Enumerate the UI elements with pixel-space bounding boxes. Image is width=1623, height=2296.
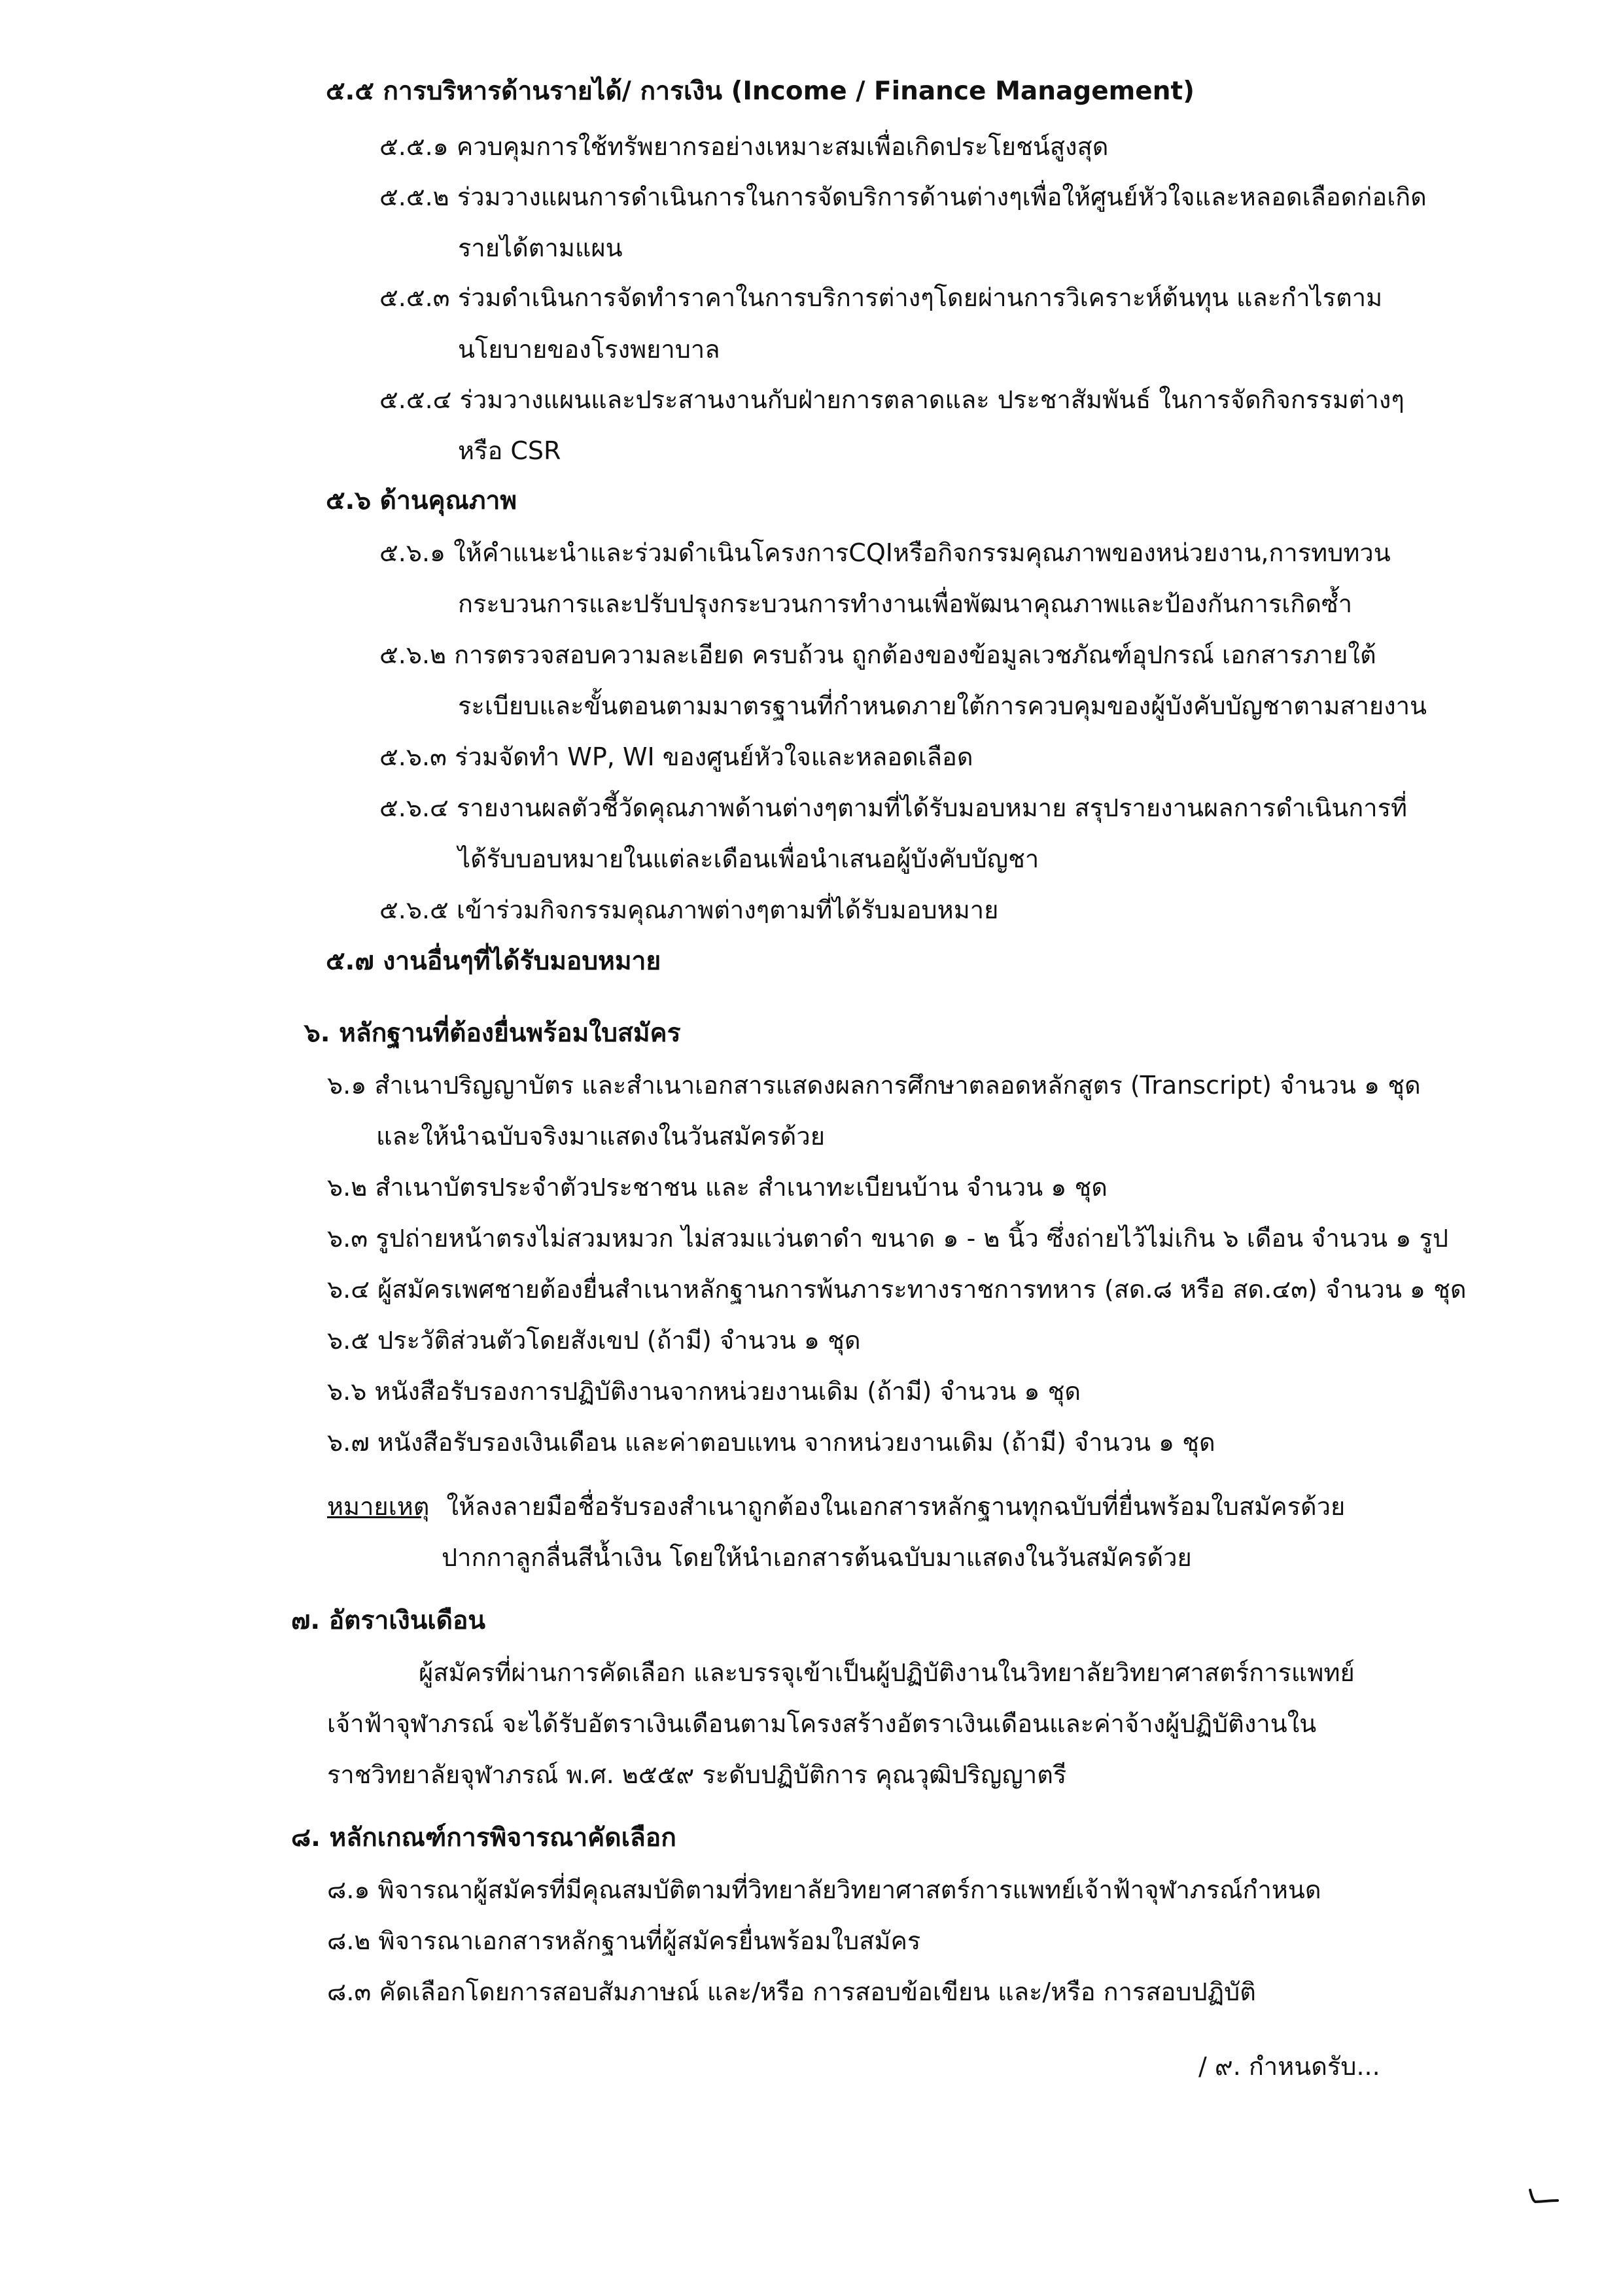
list-item: ๕.๕.๓ ร่วมดำเนินการจัดทำราคาในการบริการต่างๆโดยผ่านการวิเคราะห์ต้นทุน และกำไรตาม bbox=[379, 283, 1383, 312]
continued-footer: / ๙. กำหนดรับ... bbox=[1198, 2052, 1380, 2081]
list-item: ๘.๒ พิจารณาเอกสารหลักฐานที่ผู้สมัครยื่นพร้อมใบสมัคร bbox=[327, 1926, 921, 1955]
paragraph-line: เจ้าฟ้าจุฬาภรณ์ จะได้รับอัตราเงินเดือนตามโครงสร้างอัตราเงินเดือนและค่าจ้างผู้ปฏิบัติงานใน bbox=[327, 1709, 1317, 1738]
list-item: ๕.๕.๔ ร่วมวางแผนและประสานงานกับฝ่ายการตลาดและ ประชาสัมพันธ์ ในการจัดกิจกรรมต่างๆ bbox=[379, 385, 1405, 414]
note-line bbox=[327, 1494, 1345, 1519]
list-item: ๖.๕ ประวัติส่วนตัวโดยสังเขป (ถ้ามี) จำนวน ๑ ชุด bbox=[327, 1326, 861, 1355]
note-label: หมายเหตุ bbox=[327, 1492, 430, 1521]
list-item: ๕.๖.๓ ร่วมจัดทำ WP, WI ของศูนย์หัวใจและหลอดเลือด bbox=[379, 742, 973, 771]
note-text: ให้ลงลายมือชื่อรับรองสำเนาถูกต้องในเอกสารหลักฐานทุกฉบับที่ยื่นพร้อมใบสมัครด้วย bbox=[446, 1492, 1346, 1521]
paragraph-line: ผู้สมัครที่ผ่านการคัดเลือก และบรรจุเข้าเป็นผู้ปฏิบัติงานในวิทยาลัยวิทยาศาสตร์การแพทย์ bbox=[419, 1658, 1355, 1687]
list-item: ๕.๖.๔ รายงานผลตัวชี้วัดคุณภาพด้านต่างๆตามที่ได้รับมอบหมาย สรุปรายงานผลการดำเนินการที่ bbox=[379, 793, 1408, 822]
list-item: ๕.๖.๑ ให้คำแนะนำและร่วมดำเนินโครงการCQIหรือกิจกรรมคุณภาพของหน่วยงาน,การทบทวน bbox=[379, 538, 1391, 567]
section-heading-8: ๘. หลักเกณฑ์การพิจารณาคัดเลือก bbox=[291, 1823, 676, 1852]
list-item-continuation: รายได้ตามแผน bbox=[458, 234, 623, 262]
list-item: ๖.๒ สำเนาบัตรประจำตัวประชาชน และ สำเนาทะเบียนบ้าน จำนวน ๑ ชุด bbox=[327, 1173, 1108, 1202]
list-item: ๕.๕.๒ ร่วมวางแผนการดำเนินการในการจัดบริการด้านต่างๆเพื่อให้ศูนย์หัวใจและหลอดเลือดก่อเกิด bbox=[379, 183, 1427, 211]
handwritten-mark-icon bbox=[1527, 2186, 1559, 2204]
list-item: ๖.๗ หนังสือรับรองเงินเดือน และค่าตอบแทน จากหน่วยงานเดิม (ถ้ามี) จำนวน ๑ ชุด bbox=[327, 1428, 1215, 1457]
list-item-continuation: กระบวนการและปรับปรุงกระบวนการทำงานเพื่อพัฒนาคุณภาพและป้องกันการเกิดซ้ำ bbox=[458, 589, 1353, 618]
list-item-continuation: และให้นำฉบับจริงมาแสดงในวันสมัครด้วย bbox=[376, 1122, 825, 1151]
paragraph-line: ราชวิทยาลัยจุฬาภรณ์ พ.ศ. ๒๕๕๙ ระดับปฏิบัติการ คุณวุฒิปริญญาตรี bbox=[327, 1760, 1067, 1789]
note-continuation: ปากกาลูกลื่นสีน้ำเงิน โดยให้นำเอกสารต้นฉบับมาแสดงในวันสมัครด้วย bbox=[442, 1543, 1192, 1572]
list-item: ๖.๖ หนังสือรับรองการปฏิบัติงานจากหน่วยงานเดิม (ถ้ามี) จำนวน ๑ ชุด bbox=[327, 1377, 1081, 1406]
list-item-continuation: ระเบียบและขั้นตอนตามมาตรฐานที่กำหนดภายใต้การควบคุมของผู้บังคับบัญชาตามสายงาน bbox=[458, 691, 1427, 720]
list-item: ๕.๖.๒ การตรวจสอบความละเอียด ครบถ้วน ถูกต้องของข้อมูลเวชภัณฑ์อุปกรณ์ เอกสารภายใต้ bbox=[379, 640, 1376, 669]
list-item: ๘.๓ คัดเลือกโดยการสอบสัมภาษณ์ และ/หรือ การสอบข้อเขียน และ/หรือ การสอบปฏิบัติ bbox=[327, 1977, 1256, 2006]
list-item: ๖.๔ ผู้สมัครเพศชายต้องยื่นสำเนาหลักฐานการพ้นภาระทางราชการทหาร (สด.๘ หรือ สด.๔๓) จำนวน ๑ ชุด bbox=[327, 1275, 1467, 1304]
list-item: ๕.๖.๕ เข้าร่วมกิจกรรมคุณภาพต่างๆตามที่ได้รับมอบหมาย bbox=[379, 896, 999, 924]
section-heading-7: ๗. อัตราเงินเดือน bbox=[291, 1606, 486, 1635]
list-item-continuation: ได้รับบอบหมายในแต่ละเดือนเพื่อนำเสนอผู้บังคับบัญชา bbox=[458, 844, 1039, 873]
list-item-continuation: นโยบายของโรงพยาบาล bbox=[458, 335, 720, 364]
list-item-continuation: หรือ CSR bbox=[458, 436, 561, 465]
list-item: ๖.๑ สำเนาปริญญาบัตร และสำเนาเอกสารแสดงผลการศึกษาตลอดหลักสูตร (Transcript) จำนวน ๑ ชุด bbox=[327, 1071, 1421, 1100]
section-heading-5-6: ๕.๖ ด้านคุณภาพ bbox=[326, 486, 517, 515]
section-heading-5-7: ๕.๗ งานอื่นๆที่ได้รับมอบหมาย bbox=[326, 947, 661, 976]
list-item: ๖.๓ รูปถ่ายหน้าตรงไม่สวมหมวก ไม่สวมแว่นตาดำ ขนาด ๑ - ๒ นิ้ว ซึ่งถ่ายไว้ไม่เกิน ๖ เดือน จำนวน ๑ รูป bbox=[327, 1224, 1448, 1253]
section-heading-5-5: ๕.๕ การบริหารด้านรายได้/ การเงิน (Income / Finance Management) bbox=[326, 77, 1195, 106]
section-heading-6: ๖. หลักฐานที่ต้องยื่นพร้อมใบสมัคร bbox=[304, 1018, 681, 1048]
list-item: ๘.๑ พิจารณาผู้สมัครที่มีคุณสมบัติตามที่วิทยาลัยวิทยาศาสตร์การแพทย์เจ้าฟ้าจุฬาภรณ์กำหนด bbox=[327, 1875, 1321, 1904]
list-item: ๕.๕.๑ ควบคุมการใช้ทรัพยากรอย่างเหมาะสมเพื่อเกิดประโยชน์สูงสุด bbox=[379, 132, 1109, 161]
